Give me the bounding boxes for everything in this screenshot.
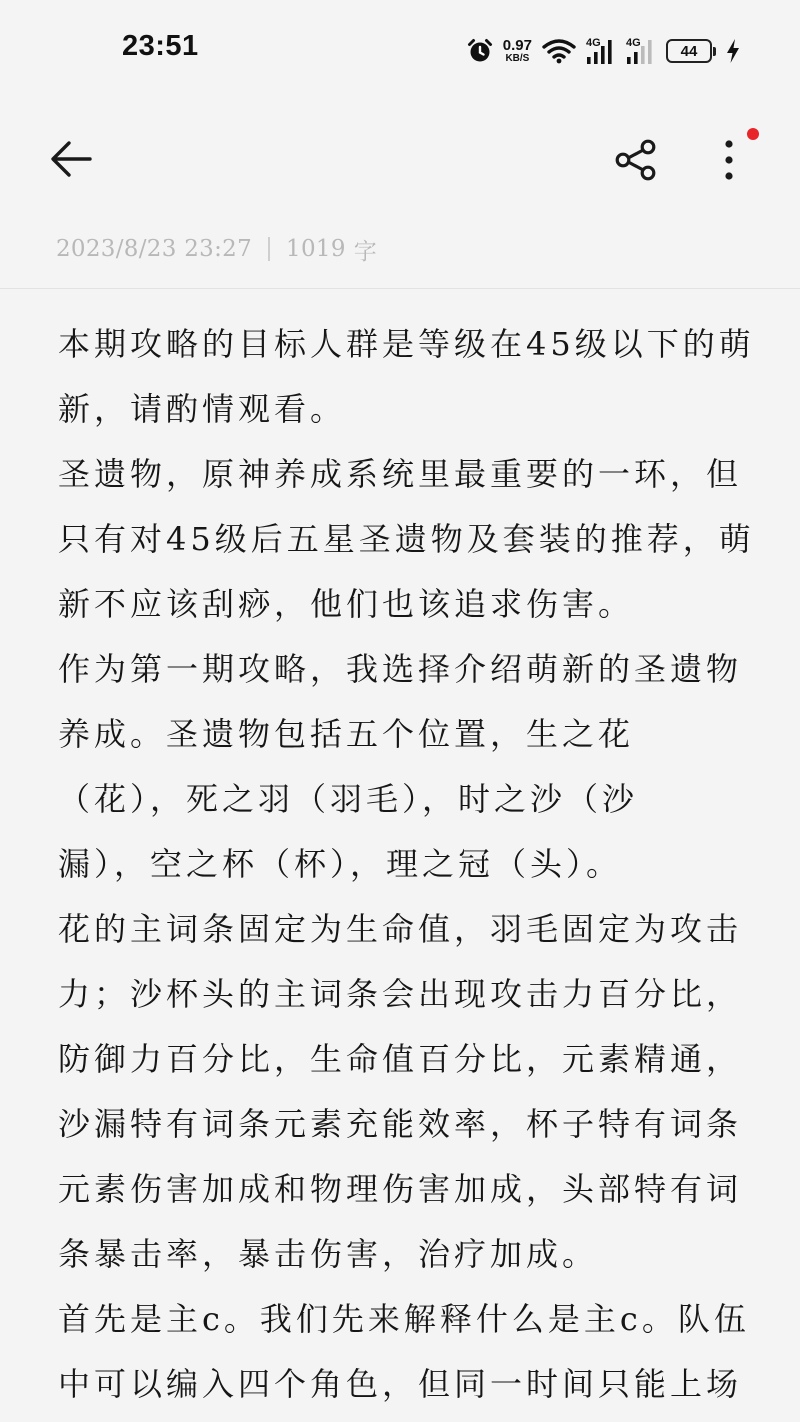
note-text-line: 养成。圣遗物包括五个位置，生之花: [58, 715, 635, 753]
share-button[interactable]: [610, 134, 662, 186]
note-text-line: 沙漏特有词条元素充能效率，杯子特有词条: [58, 1105, 743, 1143]
more-vertical-icon: [723, 138, 735, 182]
charging-icon: [726, 38, 740, 64]
share-icon: [614, 138, 658, 182]
sim2-network-label: 4G: [626, 37, 641, 49]
alarm-icon: [467, 38, 493, 64]
note-text-line: 花的主词条固定为生命值，羽毛固定为攻击: [58, 910, 743, 948]
word-count-unit: 字: [353, 238, 378, 265]
status-time: 23:51: [122, 30, 199, 62]
note-text-line: 防御力百分比，生命值百分比，元素精通，: [58, 1040, 743, 1078]
note-text-line: 中可以编入四个角色，但同一时间只能上场: [58, 1365, 743, 1403]
note-body[interactable]: [58, 312, 755, 1417]
note-datetime: 2023/8/23 23:27: [56, 236, 253, 262]
note-text-line: 条暴击率，暴击伤害，治疗加成。: [58, 1235, 599, 1273]
note-text-line: 首先是主c。我们先来解释什么是主c。队伍: [58, 1300, 750, 1338]
note-text-line: 圣遗物，原神养成系统里最重要的一环，但: [58, 455, 743, 493]
note-text-line: 新不应该刮痧，他们也该追求伤害。: [58, 585, 635, 623]
toolbar: [0, 110, 800, 210]
notification-dot: [747, 128, 759, 140]
meta-separator: [268, 237, 270, 261]
sim1-network-label: 4G: [586, 37, 601, 49]
note-text-line: 作为第一期攻略，我选择介绍萌新的圣遗物: [58, 650, 743, 688]
back-arrow-icon: [49, 140, 93, 178]
status-icons: [467, 33, 740, 69]
note-text-line: 力；沙杯头的主词条会出现攻击力百分比，: [58, 975, 743, 1013]
signal-icon: [586, 37, 616, 65]
network-speed: [503, 38, 532, 64]
wifi-icon: [542, 38, 576, 64]
note-text-line: 本期攻略的目标人群是等级在45级以下的萌: [58, 325, 755, 363]
network-speed-unit: KB/S: [505, 53, 530, 64]
word-count: 1019: [286, 236, 346, 262]
network-speed-value: 0.97: [502, 37, 532, 54]
battery-icon: [666, 39, 716, 63]
battery-level: 44: [666, 39, 712, 63]
signal-icon: [626, 37, 656, 65]
header-divider: [0, 288, 800, 289]
status-bar: [0, 0, 800, 100]
note-text-line: 漏），空之杯（杯），理之冠（头）。: [58, 845, 623, 883]
back-button[interactable]: [46, 136, 96, 182]
note-text-line: （花），死之羽（羽毛），时之沙（沙: [58, 780, 639, 818]
more-options-button[interactable]: [706, 134, 752, 186]
note-text-line: 元素伤害加成和物理伤害加成，头部特有词: [58, 1170, 743, 1208]
note-text-line: 只有对45级后五星圣遗物及套装的推荐，萌: [58, 520, 755, 558]
note-text-line: 新，请酌情观看。: [58, 390, 347, 428]
note-meta: [56, 232, 377, 266]
